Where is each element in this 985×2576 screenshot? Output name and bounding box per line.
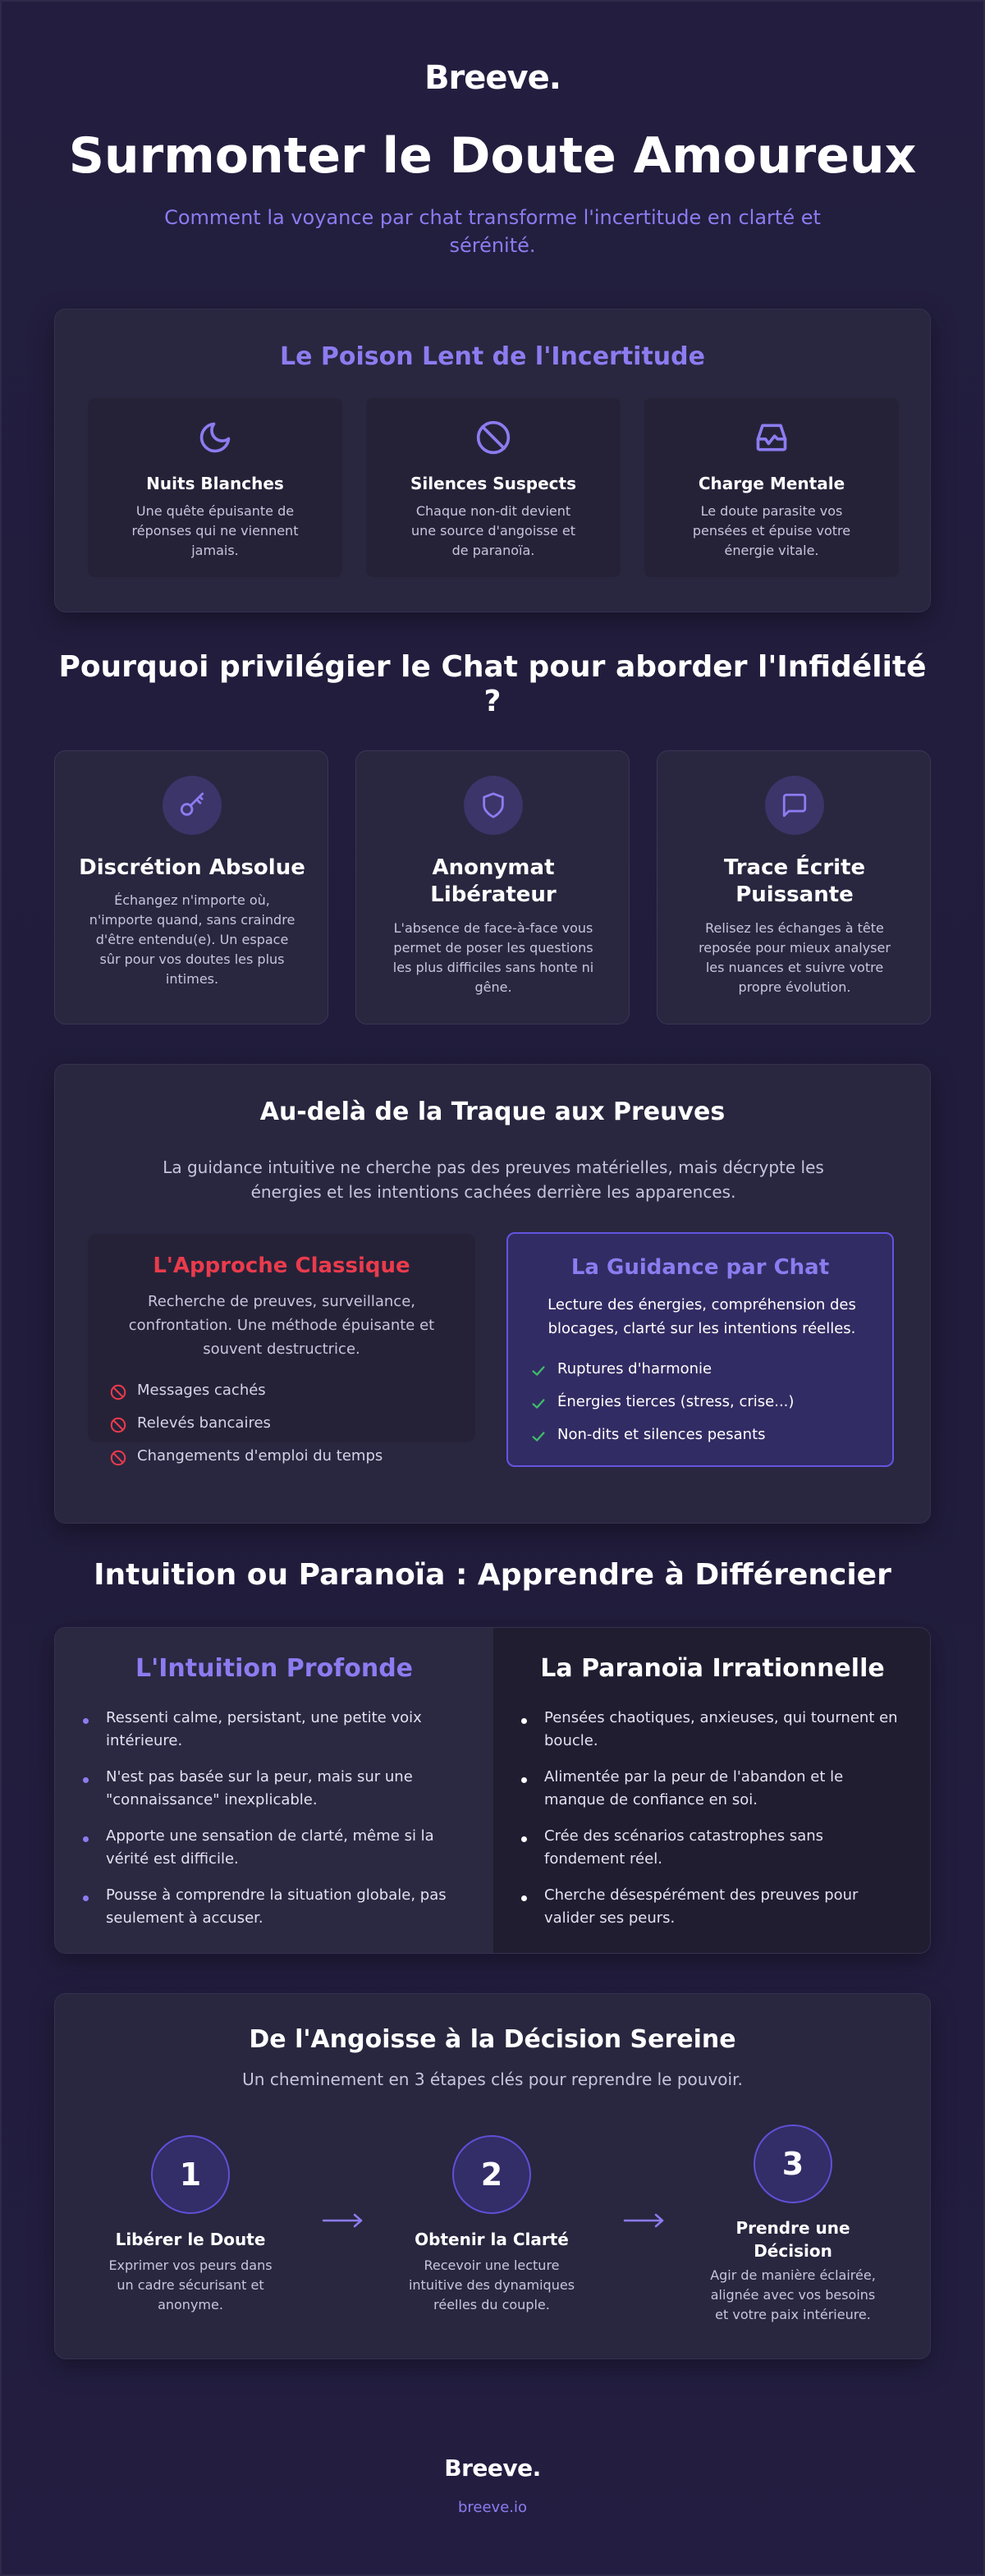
page-subtitle: Comment la voyance par chat transforme l'incertitude en clarté et sérénité. xyxy=(164,206,821,257)
why-card-title: Anonymat Libérateur xyxy=(430,855,557,907)
icon-circle xyxy=(163,776,222,835)
steps-title: De l'Angoisse à la Décision Sereine xyxy=(249,2025,736,2054)
why-card xyxy=(54,750,328,1024)
why-card xyxy=(355,750,630,1024)
classic-title: L'Approche Classique xyxy=(153,1254,410,1278)
message-icon xyxy=(781,791,809,819)
why-card-desc: L'absence de face-à-face vous permet de poser les questions les plus difficiles sans honte ni gêne. xyxy=(392,920,594,995)
page-title: Surmonter le Doute Amoureux xyxy=(68,127,917,185)
why-title: Pourquoi privilégier le Chat pour aborder l'Infidélité ? xyxy=(58,650,927,718)
bullet xyxy=(521,1777,527,1783)
list-item: Pensées chaotiques, anxieuses, qui tournent en boucle. xyxy=(544,1709,898,1749)
list-item: Cherche désespérément des preuves pour valider ses peurs. xyxy=(544,1886,859,1927)
step-number: 1 xyxy=(151,2135,230,2214)
list-item: Ressenti calme, persistant, une petite voix intérieure. xyxy=(106,1709,422,1749)
paranoia-title: La Paranoïa Irrationnelle xyxy=(540,1654,885,1683)
step-desc: Agir de manière éclairée, alignée avec vos besoins et votre paix intérieure. xyxy=(710,2267,876,2322)
why-card-desc: Échangez n'importe où, n'importe quand, sans craindre d'être entendu(e). Un espace sûr pour vos doutes les plus intimes. xyxy=(89,892,296,987)
step-title: Obtenir la Clarté xyxy=(415,2230,569,2249)
differ-panel xyxy=(54,1627,931,1954)
chat-desc: Lecture des énergies, compréhension des blocages, clarté sur les intentions réelles. xyxy=(547,1296,856,1337)
step-title: Prendre une Décision xyxy=(735,2218,850,2261)
check-icon xyxy=(529,1362,547,1380)
poison-title: Le Poison Lent de l'Incertitude xyxy=(280,342,705,371)
bullet xyxy=(521,1718,527,1724)
differ-title: Intuition ou Paranoïa : Apprendre à Différencier xyxy=(94,1558,891,1592)
bullet xyxy=(83,1718,89,1724)
why-card xyxy=(657,750,931,1024)
ban-icon xyxy=(109,1416,127,1434)
beyond-title: Au-delà de la Traque aux Preuves xyxy=(259,1098,726,1126)
intuition-title: L'Intuition Profonde xyxy=(135,1654,414,1683)
why-card-title: Trace Écrite Puissante xyxy=(723,855,866,907)
poison-panel xyxy=(54,309,931,612)
list-item: Alimentée par la peur de l'abandon et le manque de confiance en soi. xyxy=(544,1768,844,1808)
arrow-right-icon xyxy=(322,2212,364,2230)
chat-title: La Guidance par Chat xyxy=(570,1255,830,1280)
brand-logo: Breeve. xyxy=(424,59,561,97)
ban-icon xyxy=(109,1449,127,1467)
arrow-right-icon xyxy=(623,2212,666,2230)
why-card-title: Discrétion Absolue xyxy=(79,855,305,880)
poison-card xyxy=(88,398,342,577)
poison-card-title: Silences Suspects xyxy=(410,474,576,493)
moon-icon xyxy=(197,419,233,456)
icon-circle xyxy=(765,776,824,835)
list-item: Apporte une sensation de clarté, même si la vérité est difficile. xyxy=(106,1827,434,1868)
step-number: 3 xyxy=(754,2125,832,2203)
inbox-icon xyxy=(754,419,790,456)
classic-approach-card: L'Approche Classique Recherche de preuves, surveillance, confrontation. Une méthode épuisante et souvent destructrice. Messages cachés Relevés bancaires Changements d'emploi du temps xyxy=(88,1234,475,1442)
poison-card xyxy=(644,398,899,577)
poison-card xyxy=(366,398,621,577)
why-card-desc: Relisez les échanges à tête reposée pour mieux analyser les nuances et suivre votre propre évolution. xyxy=(699,920,891,995)
check-icon xyxy=(529,1395,547,1413)
beyond-panel xyxy=(54,1064,931,1524)
bullet xyxy=(83,1836,89,1842)
poison-card-title: Charge Mentale xyxy=(698,474,845,493)
chat-guidance-card: La Guidance par Chat Lecture des énergies, compréhension des blocages, clarté sur les intentions réelles. Ruptures d'harmonie Énergies tierces (stress, crise...) Non-dits et silences pesants xyxy=(506,1232,894,1467)
footer-link[interactable]: breeve.io xyxy=(457,2499,528,2516)
poison-card-title: Nuits Blanches xyxy=(146,474,284,493)
list-item: Pousse à comprendre la situation globale, pas seulement à accuser. xyxy=(106,1886,447,1927)
list-item: N'est pas basée sur la peur, mais sur une "connaissance" inexplicable. xyxy=(106,1768,413,1808)
key-icon xyxy=(178,791,206,819)
list-item: Crée des scénarios catastrophes sans fondement réel. xyxy=(544,1827,824,1868)
step-desc: Exprimer vos peurs dans un cadre sécurisant et anonyme. xyxy=(108,2257,273,2312)
ban-icon xyxy=(475,419,511,456)
shield-icon xyxy=(479,791,507,819)
poison-card-desc: Chaque non-dit devient une source d'angoisse et de paranoïa. xyxy=(410,503,576,558)
intuition-column xyxy=(55,1628,493,1954)
classic-desc: Recherche de preuves, surveillance, confrontation. Une méthode épuisante et souvent destructrice. xyxy=(128,1293,435,1358)
poison-card-desc: Le doute parasite vos pensées et épuise votre énergie vitale. xyxy=(692,503,851,558)
steps-subtitle: Un cheminement en 3 étapes clés pour reprendre le pouvoir. xyxy=(242,2070,743,2089)
step-desc: Recevoir une lecture intuitive des dynamiques réelles du couple. xyxy=(408,2257,575,2312)
poison-card-desc: Une quête épuisante de réponses qui ne viennent jamais. xyxy=(131,503,299,558)
bullet xyxy=(83,1777,89,1783)
bullet xyxy=(521,1836,527,1842)
ban-icon xyxy=(109,1383,127,1401)
bullet xyxy=(521,1895,527,1901)
footer-logo: Breeve. xyxy=(444,2455,541,2482)
check-icon xyxy=(529,1428,547,1446)
step-number: 2 xyxy=(452,2135,531,2214)
beyond-subtitle: La guidance intuitive ne cherche pas des preuves matérielles, mais décrypte les énergies et les intentions cachées derrière les apparences. xyxy=(163,1157,824,1202)
bullet xyxy=(83,1895,89,1901)
paranoia-column xyxy=(493,1628,931,1954)
icon-circle xyxy=(464,776,523,835)
step-title: Libérer le Doute xyxy=(115,2230,266,2249)
